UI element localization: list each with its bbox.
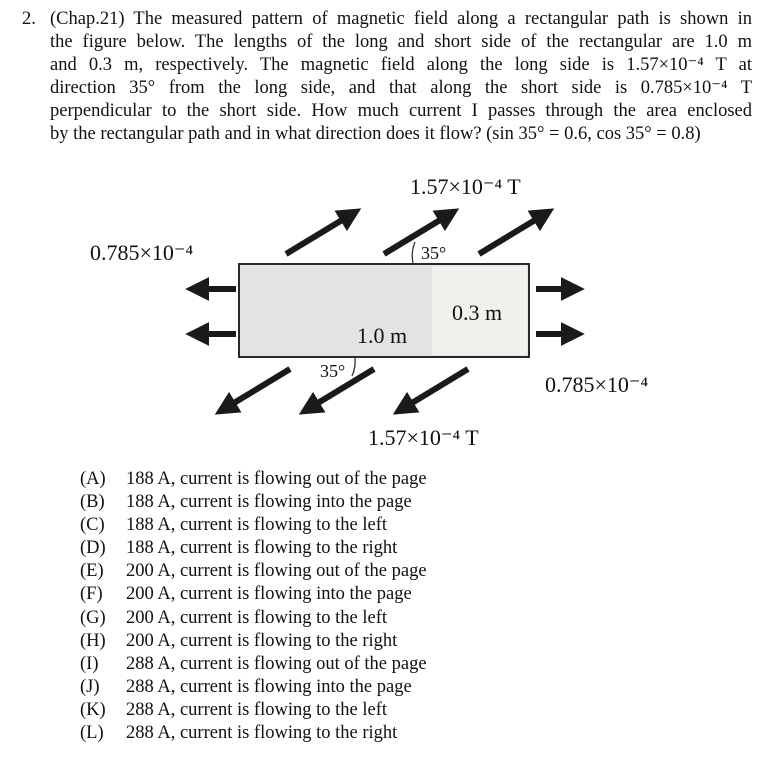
choice-k: (K) 288 A, current is flowing to the left [80, 699, 388, 720]
question-line: direction 35° from the long side, and that along the short side is 0.785×10⁻⁴ T [50, 78, 752, 98]
choice-d: (D) 188 A, current is flowing to the right [80, 538, 398, 559]
question-line: perpendicular to the short side. How much current I passes through the area enclosed [50, 101, 752, 121]
question-line: by the rectangular path and in what direction does it flow? (sin 35° = 0.6, cos 35° = 0.8) [50, 124, 701, 144]
field-arrow-bottom [224, 369, 290, 409]
field-arrow-top [286, 214, 352, 254]
short-side-label: 0.3 m [452, 300, 503, 325]
choice-a: (A) 188 A, current is flowing out of the page [80, 469, 427, 489]
choice-c: (C) 188 A, current is flowing to the left [80, 515, 388, 536]
choice-f: (F) 200 A, current is flowing into the page [80, 584, 412, 605]
angle-arc-top [412, 242, 415, 263]
angle-label-top: 35° [421, 243, 447, 263]
angle-arc-bottom [352, 358, 355, 376]
field-arrow-bottom [402, 369, 468, 409]
question-line: (Chap.21) The measured pattern of magnetic field along a rectangular path is shown in [50, 9, 752, 29]
choice-b: (B) 188 A, current is flowing into the page [80, 492, 412, 513]
choice-i: (I) 288 A, current is flowing out of the page [80, 653, 427, 674]
question-line: and 0.3 m, respectively. The magnetic field along the long side is 1.57×10⁻⁴ T at [50, 55, 752, 75]
choice-l: (L) 288 A, current is flowing to the right [80, 723, 398, 744]
answer-choices [80, 468, 427, 745]
question-line: the figure below. The lengths of the long and short side of the rectangular are 1.0 m [50, 32, 752, 52]
left-field-label: 0.785×10⁻⁴ [90, 240, 194, 265]
choice-h: (H) 200 A, current is flowing to the right [80, 630, 398, 651]
choice-g: (G) 200 A, current is flowing to the left [80, 607, 388, 628]
question-number: 2. [22, 9, 36, 29]
top-field-label: 1.57×10⁻⁴ T [410, 174, 521, 199]
choice-j: (J) 288 A, current is flowing into the page [80, 676, 412, 697]
choice-e: (E) 200 A, current is flowing out of the page [80, 561, 427, 582]
bottom-field-label: 1.57×10⁻⁴ T [368, 425, 479, 450]
field-arrow-top [479, 214, 545, 254]
right-field-label: 0.785×10⁻⁴ [545, 372, 649, 397]
angle-label-bottom: 35° [320, 361, 346, 381]
long-side-label: 1.0 m [357, 323, 408, 348]
